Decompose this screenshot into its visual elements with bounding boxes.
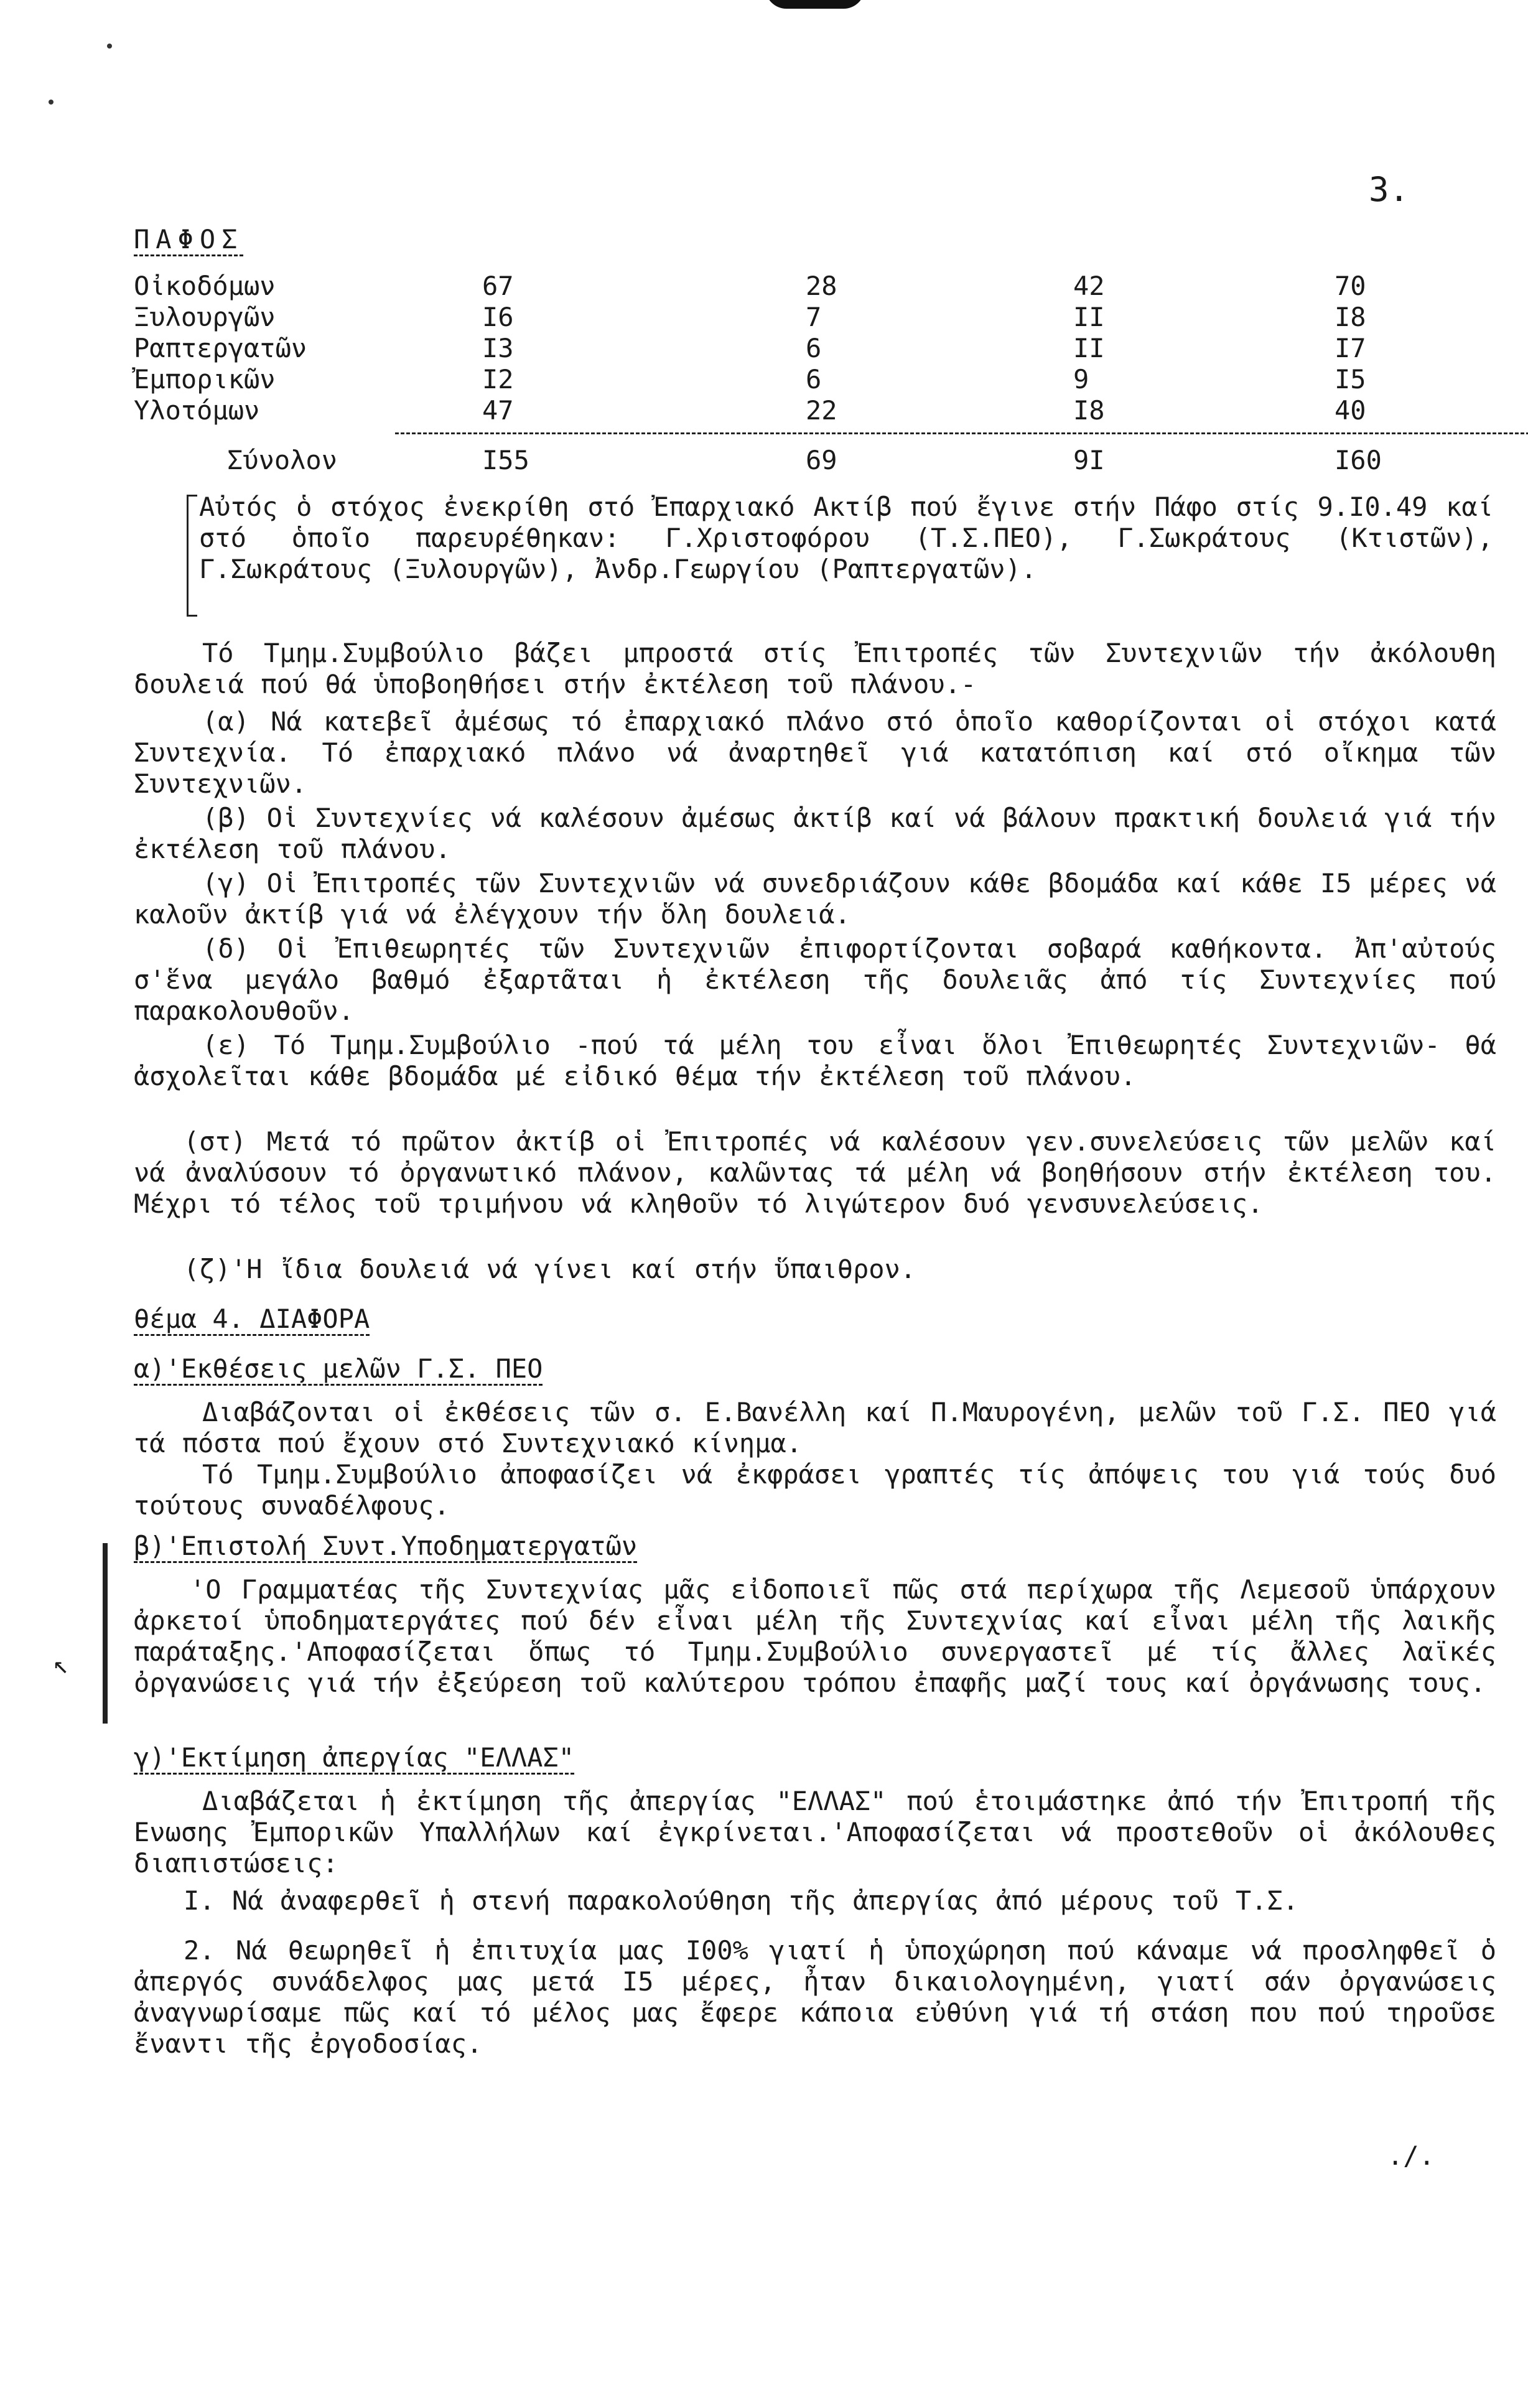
table-row: Ἐμπορικῶν Ι2 6 9 Ι5 xyxy=(134,364,1366,394)
table-row: Οἰκοδόμων 67 28 42 70 xyxy=(134,271,1366,301)
table-total-row: Σύνολον Ι55 69 9Ι Ι60 xyxy=(227,445,1382,475)
paragraph-f: (στ) Μετά τό πρῶτον ἀκτίβ οἱ Ἐπιτροπές νά καλέσουν γεν.συνελεύσεις τῶν μελῶν καί νά ἀναλύσουν τό ὀργανωτικό πλάνον, καλῶντας τά μέλη νά βοηθήσουν στήν ἐκτέλεση του. Μέχρι τό τέλος τοῦ τριμήνου νά κληθοῦν τό λιγώτερον δυό γενσυνελεύσεις. xyxy=(134,1126,1496,1219)
finding-1: Ι. Νά ἀναφερθεῖ ἡ στενή παρακολούθηση τῆς ἀπεργίας ἀπό μέρους τοῦ Τ.Σ. xyxy=(184,1885,1299,1916)
paragraph: Διαβάζεται ἡ ἐκτίμηση τῆς ἀπεργίας "ΕΛΛΑΣ" πού ἑτοιμάστηκε ἀπό τήν Ἐπιτροπή τῆς Ενωσης Ἐμπορικῶν Υπαλλήλων καί ἐγκρίνεται.'Αποφασίζεται νά προστεθοῦν οἱ ἀκόλουθες διαπιστώσεις: xyxy=(134,1786,1496,1878)
scan-mark xyxy=(765,0,865,9)
paragraph: Τό Τμημ.Συμβούλιο ἀποφασίζει νά ἐκφράσει γραπτές τίς ἀπόψεις του γιά τούς δυό τούτους συναδέλφους. xyxy=(134,1459,1496,1521)
page-number: 3. xyxy=(1369,170,1410,209)
scan-speck xyxy=(49,100,54,105)
finding-2: 2. Νά θεωρηθεῖ ἡ ἐπιτυχία μας Ι00% γιατί ἡ ὑποχώρηση πού κάναμε νά προσληφθεῖ ὁ ἀπεργός συνάδελφος μας μετά Ι5 μέρες, ἦταν δικαιολογημένη, γιατί σάν ὀργανώσεις ἀναγνωρίσαμε πῶς καί τό μέλος μας ἔφερε κάποια εὐθύνη γιά τή στάση που πού τηροῦσε ἔναντι τῆς ἐργοδοσίας. xyxy=(134,1935,1496,2059)
table-row: Υλοτόμων 47 22 Ι8 40 xyxy=(134,395,1366,426)
note-bracket xyxy=(187,495,197,617)
margin-mark xyxy=(103,1543,108,1724)
subsection-heading-b: β)'Επιστολή Συντ.Υποδηματεργατῶν xyxy=(134,1531,638,1561)
scan-speck xyxy=(107,44,112,49)
section-title: ΠΑΦΟΣ xyxy=(134,224,244,254)
paragraph-e: (ε) Τό Τμημ.Συμβούλιο -πού τά μέλη του εἶναι ὅλοι Ἐπιθεωρητές Συντεχνιῶν- θά ἀσχολεῖται κάθε βδομάδα μέ εἰδικό θέμα τήν ἐκτέλεση τοῦ πλάνου. xyxy=(134,1030,1496,1091)
paragraph: Τό Τμημ.Συμβούλιο βάζει μπροστά στίς Ἐπιτροπές τῶν Συντεχνιῶν τήν ἀκόλουθη δουλειά πού θά ὑποβοηθήσει στήν ἐκτέλεση τοῦ πλάνου.- xyxy=(134,638,1496,699)
paragraph: Διαβάζονται οἱ ἐκθέσεις τῶν σ. Ε.Βανέλλη καί Π.Μαυρογένη, μελῶν τοῦ Γ.Σ. ΠΕΟ γιά τά πόστα πού ἔχουν στό Συντεχνιακό κίνημα. xyxy=(134,1397,1496,1458)
subsection-heading-c: γ)'Εκτίμηση ἀπεργίας "ΕΛΛΑΣ" xyxy=(134,1742,575,1773)
paragraph-c: (γ) Οἱ Ἐπιτροπές τῶν Συντεχνιῶν νά συνεδριάζουν κάθε βδομάδα καί κάθε Ι5 μέρες νά καλοῦν ἀκτίβ γιά νά ἐλέγχουν τήν ὅλη δουλειά. xyxy=(134,868,1496,930)
table-row: Ραπτεργατῶν Ι3 6 ΙΙ Ι7 xyxy=(134,333,1366,363)
paragraph-b: (β) Οἱ Συντεχνίες νά καλέσουν ἀμέσως ἀκτίβ καί νά βάλουν πρακτική δουλειά γιά τήν ἐκτέλεση τοῦ πλάνου. xyxy=(134,803,1496,864)
paragraph-a: (α) Νά κατεβεῖ ἀμέσως τό ἐπαρχιακό πλάνο στό ὁποῖο καθορίζονται οἱ στόχοι κατά Συντεχνία. Τό ἐπαρχιακό πλάνο νά ἀναρτηθεῖ γιά κατατόπιση καί στό οἴκημα τῶν Συντεχνιῶν. xyxy=(134,706,1496,799)
continuation-mark: ./. xyxy=(1387,2140,1435,2171)
paragraph-d: (δ) Οἱ Ἐπιθεωρητές τῶν Συντεχνιῶν ἐπιφορτίζονται σοβαρά καθήκοντα. Ἀπ'αὐτούς σ'ἕνα μεγάλο βαθμό ἐξαρτᾶται ἡ ἐκτέλεση τῆς δουλειᾶς ἀπό τίς Συντεχνίες πού παρακολουθοῦν. xyxy=(134,933,1496,1026)
paragraph-g: (ζ)'Η ἴδια δουλειά νά γίνει καί στήν ὕπαιθρον. xyxy=(184,1254,916,1284)
table-rule xyxy=(134,432,1527,436)
table-row: Ξυλουργῶν Ι6 7 ΙΙ Ι8 xyxy=(134,302,1366,332)
subsection-heading-a: α)'Εκθέσεις μελῶν Γ.Σ. ΠΕΟ xyxy=(134,1353,543,1384)
target-note: Αὐτός ὁ στόχος ἐνεκρίθη στό Ἐπαρχιακό Ακτίβ πού ἔγινε στήν Πάφο στίς 9.Ι0.49 καί στό ὁποῖο παρευρέθηκαν: Γ.Χριστοφόρου (Τ.Σ.ΠΕΟ), Γ.Σωκράτους (Κτιστῶν), Γ.Σωκράτους (Ξυλουργῶν), Ἀνδρ.Γεωργίου (Ραπτεργατῶν). xyxy=(199,492,1493,584)
topic-heading: θέμα 4. ΔΙΑΦΟΡΑ xyxy=(134,1304,370,1334)
margin-arrow: ↖ xyxy=(53,1649,69,1679)
paragraph: 'Ο Γραμματέας τῆς Συντεχνίας μᾶς εἰδοποιεῖ πῶς στά περίχωρα τῆς Λεμεσοῦ ὑπάρχουν ἀρκετοί ὑποδηματεργάτες πού δέν εἶναι μέλη τῆς Συντεχνίας καί εἶναι μέλη τῆς λαικῆς παράταξης.'Αποφασίζεται ὅπως τό Τμημ.Συμβούλιο συνεργαστεῖ μέ τίς ἄλλες λαϊκές ὀργανώσεις γιά τήν ἐξεύρεση τοῦ καλύτερου τρόπου ἐπαφῆς μαζί τους καί ὀργάνωσης τους. xyxy=(134,1574,1496,1698)
